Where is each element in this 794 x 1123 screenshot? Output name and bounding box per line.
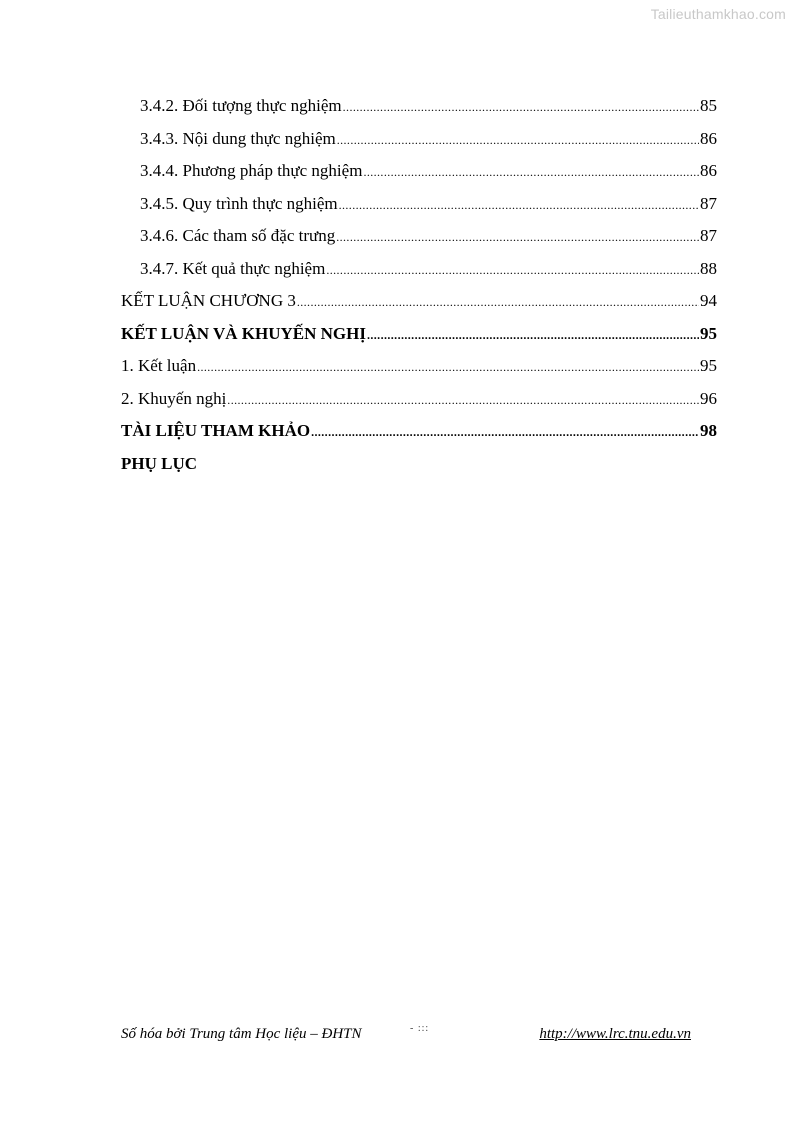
toc-entry-appendix[interactable]	[121, 448, 717, 481]
toc-entry-conclusion-recommendation[interactable]	[121, 318, 717, 351]
toc-page-number: 88	[700, 258, 717, 278]
toc-entry-references[interactable]	[121, 415, 717, 448]
toc-dot-leader	[197, 351, 699, 383]
toc-entry-3-4-5[interactable]	[121, 188, 717, 221]
toc-entry-label: KẾT LUẬN CHƯƠNG 3	[121, 291, 296, 310]
toc-page-number: 87	[700, 193, 717, 213]
toc-dot-leader	[311, 416, 699, 448]
toc-entry-label: 3.4.7. Kết quả thực nghiệm	[140, 258, 326, 278]
toc-entry-conclusion[interactable]	[121, 350, 717, 383]
toc-page-number: 86	[700, 128, 717, 148]
toc-entry-label: PHỤ LỤC	[121, 453, 198, 473]
toc-page-number: 85	[700, 96, 717, 115]
footer-attribution: Số hóa bởi Trung tâm Học liệu – ĐHTN	[121, 1026, 362, 1042]
toc-page-number: 98	[700, 421, 717, 440]
toc-dot-leader	[336, 221, 699, 253]
toc-entry-3-4-4[interactable]	[121, 155, 717, 188]
toc-entry-3-4-2[interactable]	[121, 90, 717, 123]
toc-entry-label: KẾT LUẬN VÀ KHUYẾN NGHỊ	[121, 323, 366, 343]
toc-entry-label: 3.4.2. Đối tượng thực nghiệm	[140, 96, 342, 115]
toc-page-number: 95	[700, 356, 717, 375]
toc-dot-leader	[337, 124, 699, 156]
toc-dot-leader	[367, 319, 699, 351]
toc-entry-label: 3.4.3. Nội dung thực nghiệm	[140, 128, 336, 148]
toc-entry-chapter-3-conclusion[interactable]	[121, 285, 717, 318]
toc-page-number: 95	[700, 323, 717, 343]
toc-dot-leader	[227, 384, 699, 416]
watermark-text: Tailieuthamkhao.com	[650, 6, 786, 22]
toc-page-number: 94	[700, 291, 717, 310]
toc-entry-label: 1. Kết luận	[121, 356, 197, 375]
toc-entry-3-4-7[interactable]	[121, 253, 717, 286]
toc-entry-label: 3.4.4. Phương pháp thực nghiệm	[140, 161, 363, 180]
toc-entry-recommendation[interactable]	[121, 383, 717, 416]
toc-entry-3-4-6[interactable]	[121, 220, 717, 253]
toc-dot-leader	[363, 156, 699, 188]
toc-page-number: 86	[700, 161, 717, 180]
toc-page-number: 96	[700, 388, 717, 408]
toc-entry-label: 3.4.5. Quy trình thực nghiệm	[140, 193, 338, 213]
footer-page-mark: - :::	[410, 1023, 430, 1034]
toc-entry-3-4-3[interactable]	[121, 123, 717, 156]
toc-page-number: 87	[700, 226, 717, 245]
toc-entry-label: TÀI LIỆU THAM KHẢO	[121, 421, 311, 440]
toc-dot-leader	[343, 91, 699, 123]
toc-dot-leader	[339, 189, 699, 221]
footer-website-link[interactable]: http://www.lrc.tnu.edu.vn	[539, 1026, 691, 1042]
table-of-contents	[121, 90, 717, 480]
toc-dot-leader	[297, 286, 699, 318]
toc-entry-label: 2. Khuyến nghị	[121, 388, 227, 408]
toc-dot-leader	[326, 254, 699, 286]
toc-entry-label: 3.4.6. Các tham số đặc trưng	[140, 226, 336, 245]
